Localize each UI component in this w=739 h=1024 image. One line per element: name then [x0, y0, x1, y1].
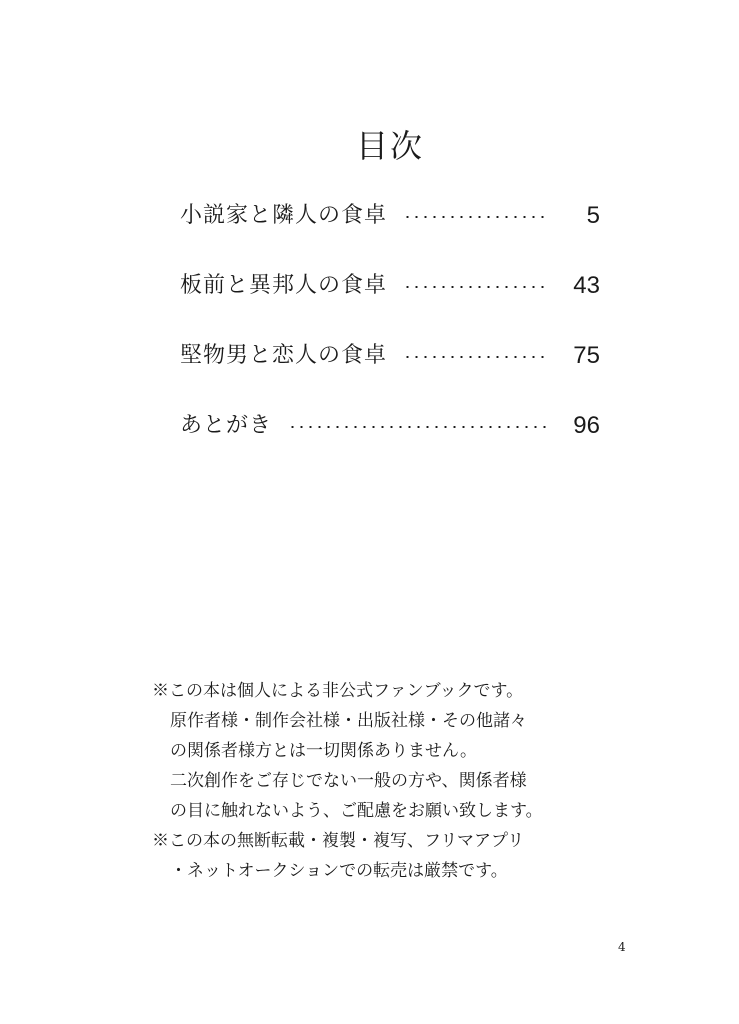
toc-title: 目次	[355, 127, 424, 165]
toc-entry-page: 75	[573, 342, 600, 369]
toc-entry	[180, 406, 600, 476]
toc-entry-title: 板前と異邦人の食卓	[180, 273, 388, 298]
toc-entry-title: 堅物男と恋人の食卓	[180, 343, 388, 368]
toc-entry	[180, 266, 600, 336]
toc-entry-title: 小説家と隣人の食卓	[180, 203, 388, 228]
toc-leader-dots	[403, 336, 546, 376]
toc-list	[180, 196, 600, 476]
notice-line: ※この本は個人による非公式ファンブックです。	[152, 681, 524, 701]
notice-line: の目に触れないよう、ご配慮をお願い致します。	[170, 801, 543, 821]
disclaimer-notice	[152, 676, 622, 886]
notice-line: ※この本の無断転載・複製・複写、フリマアプリ	[152, 831, 525, 851]
toc-leader-dots	[403, 266, 546, 306]
notice-line: ・ネットオークションでの転売は厳禁です。	[170, 861, 508, 881]
notice-line: 二次創作をご存じでない一般の方や、関係者様	[170, 771, 527, 791]
toc-entry-page: 43	[573, 272, 600, 299]
toc-entry	[180, 196, 600, 266]
toc-entry	[180, 336, 600, 406]
toc-entry-page: 96	[573, 412, 600, 439]
notice-line: 原作者様・制作会社様・出版社様・その他諸々	[170, 711, 527, 731]
toc-entry-title: あとがき	[180, 413, 273, 438]
notice-line: の関係者様方とは一切関係ありません。	[170, 741, 478, 761]
page-number: 4	[618, 940, 626, 954]
toc-leader-dots	[403, 196, 546, 236]
toc-entry-page: 5	[586, 202, 600, 229]
toc-leader-dots	[288, 406, 546, 446]
